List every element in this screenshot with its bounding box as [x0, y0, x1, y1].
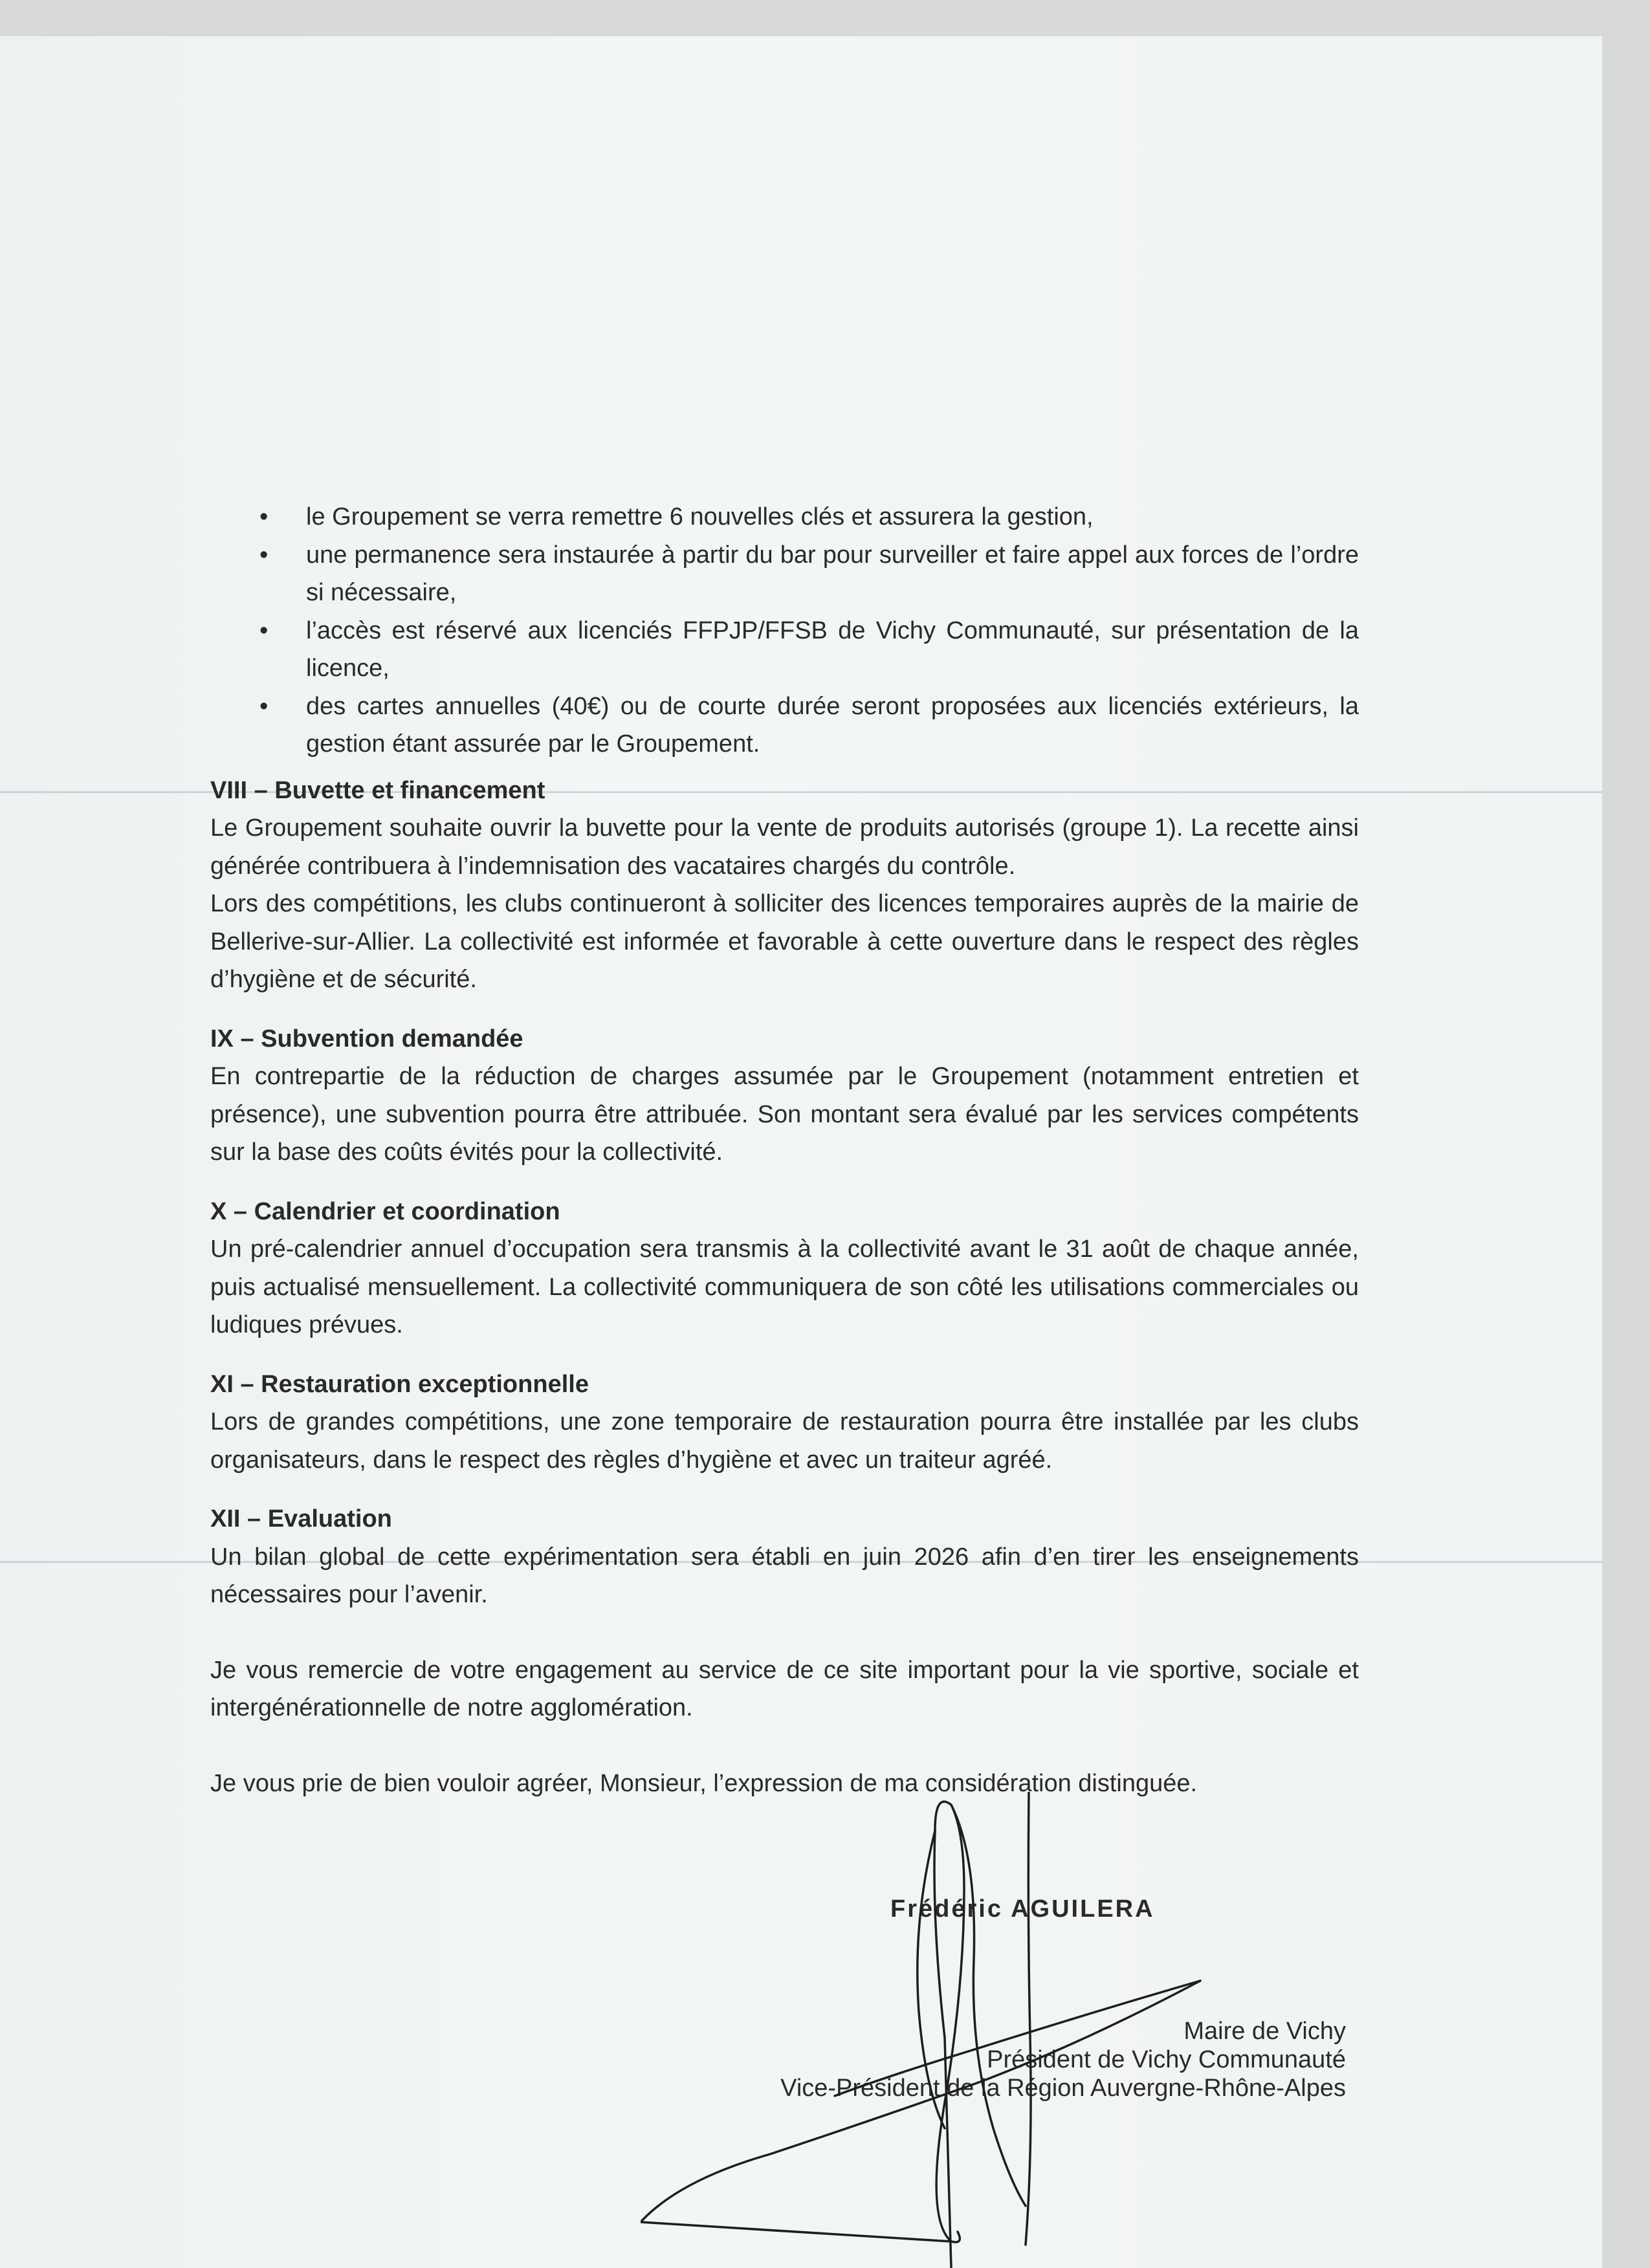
section-evaluation	[210, 1500, 1359, 1614]
closing-thanks: Je vous remercie de votre engagement au service de ce site important pour la vie sportive, sociale et intergénérationnelle de notre agglomération.	[210, 1656, 1359, 1721]
paragraph: Un pré-calendrier annuel d’occupation sera transmis à la collectivité avant le 31 août de chaque année, puis actualisé mensuellement. La collectivité communiquera de son côté les utilisations commerciales ou ludiques prévues.	[210, 1236, 1359, 1338]
section-heading: XI – Restauration exceptionnelle	[210, 1370, 589, 1398]
list-item: • le Groupement se verra remettre 6 nouvelles clés et assurera la gestion,	[210, 498, 1359, 536]
list-item: • une permanence sera instaurée à partir du bar pour surveiller et faire appel aux forces de l’ordre si nécessaire,	[210, 536, 1359, 612]
paragraph: Un bilan global de cette expérimentation sera établi en juin 2026 afin d’en tirer les enseignements nécessaires pour l’avenir.	[210, 1543, 1359, 1608]
signatory-title: Vice-Président de la Région Auvergne-Rhône-Alpes	[780, 2075, 1346, 2102]
letter-body	[210, 498, 1359, 1802]
section-restauration	[210, 1366, 1359, 1479]
section-buvette	[210, 772, 1359, 999]
signatory-name: Frédéric AGUILERA	[890, 1895, 1155, 1923]
section-heading: IX – Subvention demandée	[210, 1025, 523, 1052]
signatory-title: Président de Vichy Communauté	[987, 2046, 1346, 2073]
closing-salutation: Je vous prie de bien vouloir agréer, Monsieur, l’expression de ma considération distinguée.	[210, 1769, 1198, 1797]
paragraph: Lors des compétitions, les clubs continueront à solliciter des licences temporaires auprès de la mairie de Bellerive-sur-Allier. La collectivité est informée et favorable à cette ouverture dans le respect des règles d’hygiène et de sécurité.	[210, 890, 1359, 993]
paragraph: En contrepartie de la réduction de charges assumée par le Groupement (notamment entretien et présence), une subvention pourra être attribuée. Son montant sera évalué par les services compétents sur la base des coûts évités pour la collectivité.	[210, 1063, 1359, 1166]
section-heading: XII – Evaluation	[210, 1505, 392, 1532]
section-subvention	[210, 1020, 1359, 1172]
list-item: • des cartes annuelles (40€) ou de courte durée seront proposées aux licenciés extérieurs, la gestion étant assurée par le Groupement.	[210, 688, 1359, 763]
section-heading: X – Calendrier et coordination	[210, 1197, 560, 1225]
handwritten-signature	[641, 1792, 1223, 2268]
bullet-icon: •	[259, 692, 269, 720]
paragraph: Lors de grandes compétitions, une zone temporaire de restauration pourra être installée par les clubs organisateurs, dans le respect des règles d’hygiène et avec un traiteur agréé.	[210, 1408, 1359, 1474]
paragraph: Le Groupement souhaite ouvrir la buvette pour la vente de produits autorisés (groupe 1). La recette ainsi générée contribuera à l’indemnisation des vacataires chargés du contrôle.	[210, 814, 1359, 880]
section-heading: VIII – Buvette et financement	[210, 776, 545, 804]
bullet-icon: •	[259, 503, 269, 530]
list-item: • l’accès est réservé aux licenciés FFPJP/FFSB de Vichy Communauté, sur présentation de la licence,	[210, 612, 1359, 688]
bullet-icon: •	[259, 541, 269, 569]
bullet-icon: •	[259, 616, 269, 644]
section-calendrier	[210, 1193, 1359, 1344]
signatory-title: Maire de Vichy	[1183, 2018, 1346, 2045]
bullet-list	[210, 498, 1359, 763]
